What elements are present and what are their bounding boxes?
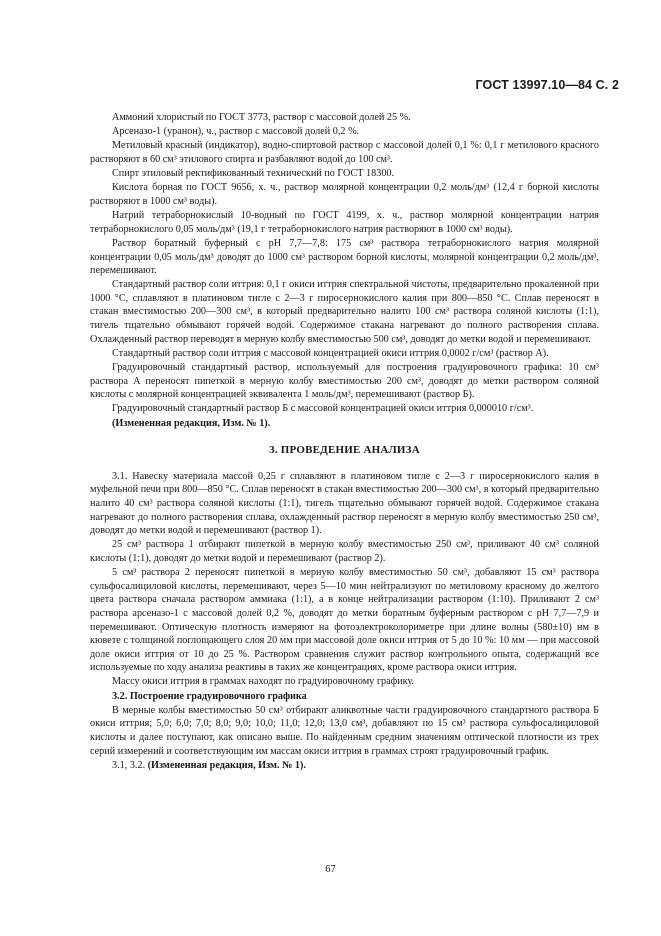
paragraph-reagent-6: Натрий тетраборнокислый 10-водный по ГОСТ 4199, х. ч., раствор молярной концентрации натрия тетраборнокислого 0,05 моль/дм³ (19,1 г тетраборнокислого натрия растворяют в 1000 см³ воды). bbox=[90, 210, 599, 235]
paragraph-analysis-3: 5 см³ раствора 2 переносят пипеткой в мерную колбу вместимостью 50 см³, добавляют 15 см³ раствора сульфосалициловой кислоты, перемешивают, через 5—10 мин нейтрализуют по метиловому красному до желтого цвета раствора сначала раствором аммиака (1:1), а в конце нейтрализации раствором (1:10). Приливают 2 см³ раствора арсеназо-1 с массовой долей 0,2 %, доводят до метки боратным буферным раствором с рН 7,7—7,9 и перемешивают. Оптическую плотность измеряют на фотоэлектроколориметре при длине волны (580±10) нм в кювете с толщиной поглощающего слоя 20 мм при массовой доле окиси иттрия от 5 до 10 %: 10 мм — при массовой доле окиси иттрия от 10 до 25 %. Раствором сравнения служит раствор контрольного опыта, содержащий все используемые по ходу анализа реактивы в таких же концентрациях, кроме раствора окиси иттрия. bbox=[90, 567, 599, 674]
paragraph-reagent-7: Раствор боратный буферный с рН 7,7—7,8: 175 см³ раствора тетраборнокислого натрия молярной концентрации 0,05 моль/дм³ доводят до 1000 см³ раствором борной кислоты, молярной концентрации 0,2 моль/дм³, перемешивают. bbox=[90, 237, 599, 277]
section-title: 3. ПРОВЕДЕНИЕ АНАЛИЗА bbox=[269, 444, 420, 457]
edit-note-2-prefix: 3.1, 3.2. bbox=[112, 759, 146, 771]
paragraph-analysis-1: 3.1. Навеску материала массой 0,25 г сплавляют в платиновом тигле с 2—3 г пиросернокислого калия в муфельной печи при 800—850 °С. Сплав переносят в стакан вместимостью 200—300 см³, в который предварительно налито 40 см³ раствора соляной кислоты (1:1), тигель тщательно обмывают горячей водой. Содержимое стакана нагревают до полного растворения сплава, охлажденный раствор переносят в мерную колбу вместимостью 250 см³, доводят до метки водой и перемешивают (раствор 1). bbox=[90, 470, 599, 537]
page-number: 67 bbox=[325, 864, 336, 875]
edit-note-2 bbox=[90, 759, 599, 773]
edit-note-1-text: (Измененная редакция, Изм. № 1). bbox=[112, 417, 271, 429]
paragraph-reagent-8: Стандартный раствор соли иттрия: 0,1 г окиси иттрия спектральной чистоты, предварительно прокаленной при 1000 °С, сплавляют в платиновом тигле с 2—3 г пиросернокислого калия при 800—850 °С. Сплав переносят в стакан вместимостью 200—300 см³, в который предварительно налито 100 см³ раствора соляной кислоты (1:1), тигель тщательно обмывают горячей водой. Содержимое стакана нагревают до полного растворения сплава. Охлажденный раствор переводят в мерную колбу вместимостью 500 см³, доводят до метки водой и перемешивают. bbox=[90, 279, 599, 345]
page-header: ГОСТ 13997.10—84 С. 2 bbox=[475, 78, 619, 92]
paragraph-reagent-9: Стандартный раствор соли иттрия с массовой концентрацией окиси иттрия 0,0002 г/см³ (раствор А). bbox=[112, 347, 549, 359]
document-body bbox=[90, 111, 599, 772]
paragraph-reagent-10: Градуировочный стандартный раствор, используемый для построения градуировочного графика: 10 см³ раствора А переносят пипеткой в мерную колбу вместимостью 200 см³, доводят до метки раствором соляной кислоты с молярной концентрацией эквивалента 1 моль/дм³, перемешивают (раствор Б). bbox=[90, 362, 599, 401]
paragraph-analysis-2: 25 см³ раствора 1 отбирают пипеткой в мерную колбу вместимостью 250 см³, приливают 40 см³ соляной кислоты (1:1), доводят до метки водой и перемешивают (раствор 2). bbox=[90, 539, 599, 564]
paragraph-subsection: В мерные колбы вместимостью 50 см³ отбирают аликвотные части градуировочного стандартного раствора Б окиси иттрия; 5,0; 6,0; 7,0; 8,0; 9,0; 10,0; 11,0; 12,0; 13,0 см³, добавляют по 15 см³ раствора сульфосалициловой кислоты и далее поступают, как описано выше. По найденным средним значениям оптической плотности из трех серий измерений и соответствующим им массам окиси иттрия в граммах строят градуировочный график. bbox=[90, 704, 599, 757]
subsection-title bbox=[90, 690, 599, 704]
subsection-title-text: 3.2. Построение градуировочного графика bbox=[112, 690, 307, 702]
paragraph-reagent-4: Спирт этиловый ректификованный технический по ГОСТ 18300. bbox=[112, 168, 395, 180]
paragraph-analysis-4: Массу окиси иттрия в граммах находят по градуировочному графику. bbox=[112, 676, 415, 688]
paragraph-reagent-1: Аммоний хлористый по ГОСТ 3773, раствор с массовой долей 25 %. bbox=[112, 112, 411, 123]
paragraph-reagent-5: Кислота борная по ГОСТ 9656, х. ч., раствор молярной концентрации 0,2 моль/дм³ (12,4 г борной кислоты растворяют в 1000 см³ воды). bbox=[90, 182, 599, 207]
edit-note-1 bbox=[90, 417, 599, 431]
paragraph-reagent-11: Градуировочный стандартный раствор Б с массовой концентрацией окиси иттрия 0,000010 г/см³. bbox=[112, 403, 534, 415]
edit-note-2-text: (Измененная редакция, Изм. № 1). bbox=[147, 759, 306, 771]
paragraph-reagent-2: Арсеназо-1 (уранон), ч., раствор с массовой долей 0,2 %. bbox=[112, 126, 360, 138]
paragraph-reagent-3: Метиловый красный (индикатор), водно-спиртовой раствор с массовой долей 0,1 %: 0,1 г метилового красного растворяют в 60 см³ этилового спирта и разбавляют водой до 100 см³. bbox=[90, 140, 599, 165]
